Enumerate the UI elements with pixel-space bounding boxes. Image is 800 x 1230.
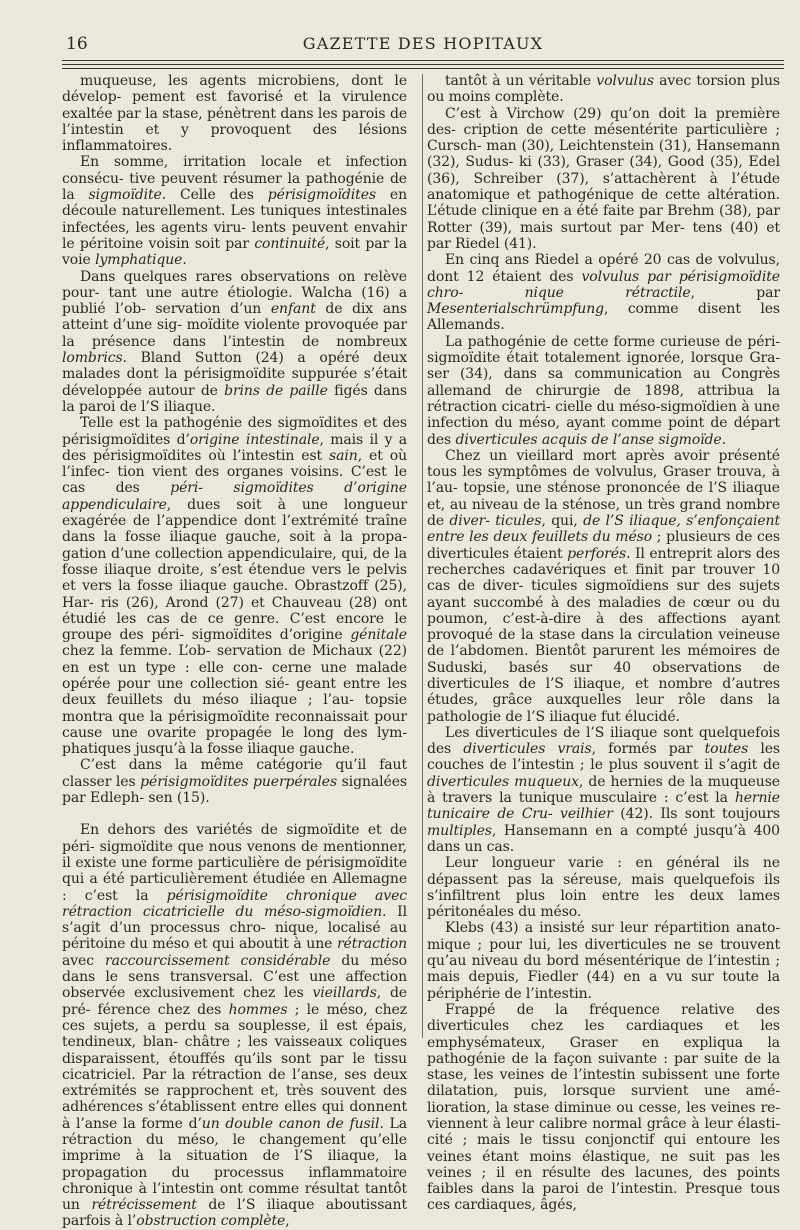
- journal-title: GAZETTE DES HOPITAUX: [302, 34, 544, 53]
- text-run: , de hernies de la muqueuse à travers la tunique musculaire : c’est la: [427, 773, 780, 807]
- text-run: ; le méso, chez ces sujets, a perdu sa souplesse, il est épais, tendineux, blan- châtre ; les vaisseaux coliques disparaissent, étouffés qu’ils sont par le tissu cicatriciel. Par la rétraction de l’anse, ses deux extrémités se rapprochent et, très souvent des adhérences s’établissent entre elles qui donnent à l’anse la forme d’: [62, 1001, 408, 1132]
- header-rule-middle: [62, 64, 784, 65]
- paragraph: [427, 1002, 780, 1214]
- italic-text: un double canon de fusil: [201, 1115, 380, 1132]
- text-run: du méso dans le sens transversal. C’est une affection observée exclusivement chez les: [62, 952, 407, 1002]
- text-run: ; plusieurs de ces diverticules étaient: [427, 529, 780, 562]
- text-run: En somme, irritation locale et infection consécu- tive peuvent résumer la pathogénie de la: [62, 154, 407, 204]
- italic-text: sigmoïdite: [88, 187, 162, 204]
- text-run: , soit par la voie: [62, 235, 408, 269]
- paragraph: [62, 154, 407, 268]
- text-run: C’est à Virchow (29) qu’on doit la première des- cription de cette mésentérite particulière ; Cursch- man (30), Leichtenstein (31), Hansemann (32), Sudus- ki (33), Graser (34), Good (35), Edel (36), Schreiber (37), s’attachèrent à l’étude anatomique et pathogénique de cette altération. L’étude clinique en a été faite par Brehm (38), par Rotter (39), mais surtout par Mer- tens (40) et par Riedel (41).: [427, 105, 780, 252]
- text-run: de l’S iliaque aboutissant parfois à l’: [62, 1197, 407, 1230]
- text-run: (42). Ils sont toujours: [612, 806, 780, 823]
- right-column: [427, 73, 781, 1214]
- text-run: signalées par Edleph- sen (15).: [62, 773, 407, 807]
- italic-text: péri- sigmoïdites d’origine appendiculaire: [62, 480, 407, 513]
- text-run: muqueuse, les agents microbiens, dont le dévelop- pement est favorisé et la virulence exaltée par la stase, pénètrent dans les parois de l’intestin et y provoquent des lésions inflammatoires.: [62, 73, 407, 155]
- text-run: , mais il y a des périsigmoïdites où l’intestin est: [62, 431, 407, 464]
- text-run: ,: [285, 1213, 290, 1230]
- paragraph: [62, 757, 407, 806]
- text-run: La pathogénie de cette forme curieuse de péri- sigmoïdite était totalement ignorée, lorsque Gra- ser (34), dans sa communication au Congrès allemand de chirurgie de 1898, attribua la rétraction cicatri- cielle du méso-sigmoïdien à une infection du méso, ayant comme point de départ des: [427, 333, 780, 448]
- paragraph: [427, 106, 780, 253]
- text-run: tantôt à un véritable: [445, 73, 597, 89]
- column-separator: [422, 74, 423, 1038]
- text-run: avec torsion plus ou moins complète.: [427, 73, 780, 106]
- text-run: . La rétraction du méso, le changement qu’elle imprime à la situation de l’S iliaque, la propagation du processus inflammatoire chronique à l’intestin ont comme résultat tantôt un: [62, 1115, 407, 1214]
- italic-text: hommes: [228, 1001, 288, 1018]
- paragraph: [62, 269, 407, 416]
- italic-text: multiples: [427, 822, 492, 839]
- paragraph: [427, 855, 780, 920]
- italic-text: diverticules acquis de l’anse sigmoïde: [455, 431, 722, 448]
- paragraph: [62, 73, 407, 154]
- text-run: En cinq ans Riedel a opéré 20 cas de volvulus, dont 12 étaient des: [427, 252, 780, 285]
- text-run: , et où l’infec- tion vient des organes voisins. C’est le cas des: [62, 447, 407, 497]
- text-run: .: [182, 252, 187, 269]
- text-run: , comme disent les Allemands.: [427, 301, 780, 334]
- italic-text: périsigmoïdites: [267, 187, 376, 204]
- text-run: Frappé de la fréquence relative des diverticules chez les cardiaques et les emphysémateux, Graser en expliqua la pathogénie de la façon suivante : par suite de la stase, les veines de l’intestin subissent une forte dilatation, puis, lorsque survient une amé- lioration, la stase diminue ou cesse, les veines re- viennent à leur calibre normal grâce à leur élasti- cité ; mais le tissu conjonctif qui entoure les veines étant moins élastique, ne suit pas les veines ; il en résulte des lacunes, des points faibles dans la paroi de l’intestin. Presque tous ces cardiaques, âgés,: [427, 1001, 780, 1214]
- italic-text: sain: [329, 447, 358, 464]
- header-rule-top: [62, 60, 784, 61]
- paragraph: [427, 73, 780, 106]
- text-run: . Il entreprit alors des recherches cadavériques et finit par trouver 10 cas de diver- ticules sigmoïdiens sur des sujets ayant succombé à des maladies de cœur ou du poumon, c’est-à-dire à des affections ayant provoqué de la stase dans la circulation veineuse de l’abdomen. Bientôt parurent les mémoires de Suduski, basés sur 40 observations de diverticules de l’S iliaque, et nombre d’autres études, grâce auxquelles leur rôle dans la pathologie de l’S iliaque fut élucidé.: [427, 545, 781, 725]
- text-run: Chez un vieillard mort après avoir présenté tous les symptômes de volvulus, Graser trouva, à l’au- topsie, une sténose prononcée de l’S iliaque et, au niveau de la sténose, un très grand nombre de: [427, 447, 780, 530]
- italic-text: génitale: [350, 627, 407, 644]
- text-run: Klebs (43) a insisté sur leur répartition anato- mique ; pour lui, les diverticules ne se trouvent qu’au niveau du bord mésentérique de l’intestin ; mais depuis, Fiedler (44) en a vu sur toute la périphérie de l’intestin.: [427, 920, 780, 1002]
- text-run: . Il s’agit d’un processus chro- nique, localisé au péritoine du méso et qui aboutit à une: [62, 903, 407, 953]
- text-run: , qui,: [541, 513, 584, 530]
- italic-text: toutes: [704, 741, 749, 758]
- italic-text: diverticules muqueux: [427, 773, 579, 790]
- italic-text: lombrics: [62, 350, 123, 367]
- text-run: , par: [690, 284, 780, 301]
- page-header: [62, 34, 784, 56]
- header-rule-bottom: [62, 68, 784, 69]
- left-column: [62, 73, 408, 1230]
- text-run: avec: [62, 952, 106, 969]
- italic-text: diverticules vrais: [463, 741, 592, 758]
- italic-text: continuité: [254, 235, 326, 252]
- italic-text: périsigmoïdites puerpérales: [140, 773, 338, 790]
- text-run: . Bland Sutton (24) a opéré deux malades dont la périsigmoïdite suppurée s’était développée autour de: [62, 350, 407, 399]
- italic-text: Mesenterialschrümpfung: [427, 301, 604, 318]
- text-run: . Celle des: [161, 187, 268, 204]
- italic-text: hernie tunicaire de Cru- veilhier: [427, 790, 780, 823]
- italic-text: lymphatique: [95, 252, 183, 269]
- italic-text: perforés: [567, 545, 627, 562]
- italic-text: brins de paille: [224, 382, 328, 399]
- text-run: figés dans la paroi de l’S iliaque.: [62, 382, 408, 415]
- paragraph: [427, 920, 780, 1001]
- text-run: chez la femme. L’ob- servation de Michaux (22) en est un type : elle con- cerne une malade opérée pour une collection sié- geant entre les deux feuillets du méso iliaque ; l’au- topsie montra que la périsigmoïdite reconnaissait pour cause une ovarite propagée le long des lym- phatiques jusqu’à la fosse iliaque gauche.: [62, 643, 407, 758]
- italic-text: périsigmoïdite chronique avec rétraction cicatricielle du méso-sigmoïdien: [62, 887, 407, 920]
- text-run: Dans quelques rares observations on relève pour- tant une autre étiologie. Walcha (16) a publié l’ob- servation d’un: [62, 268, 407, 318]
- italic-text: volvulus: [596, 73, 654, 89]
- text-run: de dix ans atteint d’une sig- moïdite violente provoquée par la présence dans l’intestin de nombreux: [62, 301, 407, 350]
- italic-text: diver- ticules: [449, 513, 542, 530]
- text-run: .: [721, 431, 726, 448]
- text-run: , dues soit à une longueur exagérée de l’appendice dont l’extrémité traîne dans la fosse iliaque gauche, soit à la propa- gation d’une collection appendiculaire, qui, de la fosse iliaque droite, s’est étendue vers le pelvis et vers la fosse iliaque gauche. Obrastzoff (25), Har- ris (26), Arond (27) et Chauveau (28) ont étudié les cas de ce genre. C’est encore le groupe des péri- sigmoïdites d’origine: [62, 496, 407, 644]
- paragraph: [427, 448, 780, 725]
- page-number: 16: [66, 34, 88, 54]
- text-run: , Hansemann en a compté jusqu’à 400 dans un cas.: [427, 822, 780, 855]
- paragraph: [62, 415, 407, 757]
- italic-text: vieillards: [312, 985, 377, 1002]
- paragraph: [427, 334, 780, 448]
- text-run: Leur longueur varie : en général ils ne dépassent pas la séreuse, mais quelquefois ils s’infiltrent plus loin entre les deux lames péritonéales du méso.: [427, 855, 780, 921]
- italic-text: volvulus par périsigmoïdite chro- nique rétractile: [427, 268, 780, 301]
- text-run: les couches de l’intestin ; le plus souvent il s’agit de: [427, 741, 780, 774]
- paragraph: [62, 822, 407, 1229]
- text-run: Telle est la pathogénie des sigmoïdites et des périsigmoïdites d’: [62, 415, 407, 448]
- text-run: , formés par: [591, 741, 705, 758]
- italic-text: rétraction: [336, 936, 407, 953]
- italic-text: obstruction complète: [136, 1213, 286, 1230]
- italic-text: origine intestinale: [189, 431, 320, 448]
- text-run: en découle naturellement. Les tuniques intestinales infectées, les agents viru- lents peuvent envahir le péritoine voisin soit par: [62, 187, 407, 252]
- paragraph: [427, 252, 780, 333]
- italic-text: raccourcissement considérable: [105, 952, 331, 969]
- text-run: C’est dans la même catégorie qu’il faut classer les: [62, 757, 407, 790]
- italic-text: de l’S iliaque, s’enfonçaient entre les deux feuillets du méso: [427, 513, 781, 546]
- text-run: En dehors des variétés de sigmoïdite et de péri- sigmoïdite que nous venons de mentionner, il existe une forme particulière de périsigmoïdite qui a été particulièrement étudiée en Allemagne : c’est la: [62, 822, 407, 904]
- italic-text: rétrécissement: [91, 1197, 197, 1214]
- text-run: , de pré- férence chez des: [62, 985, 407, 1018]
- italic-text: enfant: [270, 301, 316, 318]
- paragraph: [427, 725, 780, 855]
- text-run: Les diverticules de l’S iliaque sont quelquefois des: [427, 724, 780, 758]
